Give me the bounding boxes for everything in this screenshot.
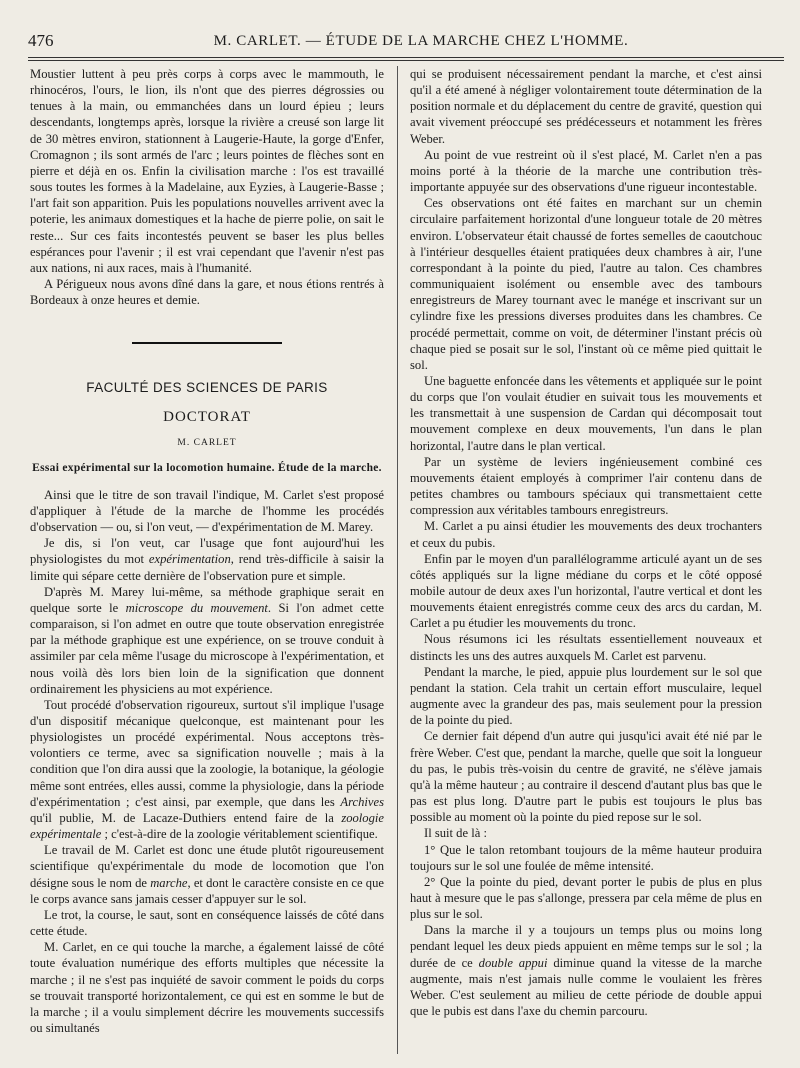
header-rule-top (28, 57, 784, 58)
paragraph: Par un système de leviers ingénieusement combiné ces mouvements étaient employés à comprimer l'air contenu dans de petites chambres ou tambours spéciaux qui transmettaient cette compression aux véritables tambours enregistreurs. (410, 454, 762, 518)
faculty-heading: FACULTÉ DES SCIENCES DE PARIS (86, 380, 328, 396)
right-column (410, 66, 762, 1056)
doctorat-heading: DOCTORAT (163, 408, 251, 425)
section-separator (132, 342, 282, 344)
paragraph: Le travail de M. Carlet est donc une étude plutôt rigoureusement scientifique qu'expérimentale du mode de locomotion que l'on désigne sous le nom de marche, et dont le caractère consiste en ce que le corps avance sans jamais cesser d'appuyer sur le sol. (30, 843, 384, 906)
emphasis: expérimentation (148, 552, 231, 567)
author-name: M. CARLET (177, 437, 237, 448)
paragraph: Pendant la marche, le pied, appuie plus lourdement sur le sol que pendant la station. Cela trahit un certain effort musculaire, lequel augmente avec la grandeur des pas, mais seulement pour la pression de la pointe du pied. (410, 664, 762, 728)
paragraph: Moustier luttent à peu près corps à corps avec le mammouth, le rhinocéros, l'ours, le lion, ils n'ont que des pierres dégrossies ou tenues à la main, ou emmanchées dans un lourd épieu ; leurs descendants, longtemps après, lorsque la rivière a creusé son large lit de 30 mètres environ, stationnent à Laugerie-Haute, la gorge d'Enfer, Cromagnon ; ils sont armés de l'arc ; leurs pointes de flèches sont en pierre et déjà en os. Enfin la civilisation marche : l'os est travaillé sous toutes les formes à la Madelaine, aux Eyzies, à Laugerie-Basse ; l'art fait son apparition. Puis les populations nouvelles arrivent avec la poterie, les animaux domestiques et la hache de pierre polie, on sait le reste... Sur ces faits incontestés peuvent se baser les plus belles espérances pour l'avenir ; il est vrai cependant que l'avenir n'est pas aux nations, ni aux races, mais à l'humanité. (30, 67, 384, 275)
emphasis: Archives (340, 794, 384, 809)
emphasis: double appui (478, 955, 548, 970)
list-item: 2° Que la pointe du pied, devant porter le pubis de plus en plus haut à mesure que le pas s'allonge, pressera par cela même de plus en plus sur le sol. (410, 874, 762, 922)
page-number: 476 (28, 31, 54, 50)
paragraph: Ces observations ont été faites en marchant sur un chemin circulaire parfaitement horizontal d'une longueur totale de 20 mètres environ. L'observateur était chaussé de fortes semelles de caoutchouc à l'intérieur desquelles étaient pratiquées deux chambres à air, l'une correspondant à la pointe du pied, l'autre au talon. Ces chambres communiquaient isolément ou ensemble avec des tambours enregistreurs de Marey tournant avec le manége et inscrivant sur un cylindre fixe les pressions diverses produites dans les chambres. Ce procédé permettait, comme on voit, de déterminer l'instant précis où chaque pied se posait sur le sol, l'instant où ce même pied quittait le sol. (410, 196, 762, 372)
emphasis: zoologie expérimentale (30, 810, 384, 842)
paragraph: qui se produisent nécessairement pendant la marche, et c'est ainsi qu'il a été amené à négliger volontairement toute détermination de la position normale et du déplacement du centre de gravité, question qui avait vivement préoccupé ses prédécesseurs et notamment les frères Weber. (410, 67, 762, 146)
paragraph: Je dis, si l'on veut, car l'usage que font aujourd'hui les physiologistes du mot expérimentation, rend très-difficile à saisir la limite qui sépare cette dernière de l'observation pure et simple. (30, 536, 384, 583)
paragraph: Au point de vue restreint où il s'est placé, M. Carlet n'en a pas moins porté à la théorie de la marche une contribution très-importante appuyée sur des observations d'une rigueur incontestable. (410, 147, 762, 195)
column-divider (397, 66, 398, 1054)
paragraph: A Périgueux nous avons dîné dans la gare, et nous étions rentrés à Bordeaux à onze heures et demie. (30, 277, 384, 308)
emphasis: marche (150, 875, 188, 890)
paragraph: D'après M. Marey lui-même, sa méthode graphique serait en quelque sorte le microscope du mouvement. Si l'on admet cette comparaison, si l'on admet en outre que toute observation enregistrée par la méthode graphique est une expérience, on se trouve conduit à assimiler par cela même l'usage du microscope à l'expérimentation, et nous voilà dès lors bien loin de la signification que donnent ordinairement les physiciens au mot expérience. (30, 584, 384, 696)
running-title: M. CARLET. — ÉTUDE DE LA MARCHE CHEZ L'HOMME. (213, 32, 629, 49)
page-header (28, 30, 784, 52)
paragraph: M. Carlet, en ce qui touche la marche, a également laissé de côté toute évaluation numérique des efforts multiples que nécessite la marche ; il ne s'est pas inquiété de savoir comment le poids du corps se trouvait transporté horizontalement, ce qui est en somme le but de la marche ; il a voulu simplement décrire les mouvements successifs ou simultanés (30, 940, 384, 1035)
paragraph: Ce dernier fait dépend d'un autre qui jusqu'ici avait été nié par le frère Weber. C'est que, pendant la marche, quelle que soit la longueur du pas, le pubis très-voisin du centre de gravité, ne s'élève jamais qu'à la même hauteur ; au contraire il descend d'autant plus bas que le pas est plus long. D'autre part le pubis est toujours le plus bas possible au moment où la pointe du pied repose sur le sol. (410, 729, 762, 825)
emphasis: microscope du mouvement (125, 600, 268, 615)
paragraph: Dans la marche il y a toujours un temps plus ou moins long pendant lequel les deux pieds appuient en même temps sur le sol ; la durée de ce double appui diminue quand la vitesse de la marche augmente, mais n'est jamais nulle comme le voulaient les frères Weber. C'est seulement au milieu de cette période de double appui que le pubis est dans l'axe du chemin parcouru. (410, 923, 762, 1019)
paragraph: Ainsi que le titre de son travail l'indique, M. Carlet s'est proposé d'appliquer à l'étude de la marche de l'homme les procédés d'observation — ou, si l'on veut, — d'expérimentation de M. Marey. (30, 487, 384, 535)
paragraph: Il suit de là : (424, 826, 487, 841)
paragraph: Le trot, la course, le saut, sont en conséquence laissés de côté dans cette étude. (30, 907, 384, 939)
paragraph: M. Carlet a pu ainsi étudier les mouvements des deux trochanters et ceux du pubis. (410, 519, 762, 550)
header-rule-bottom (28, 60, 784, 61)
left-column (30, 66, 384, 1056)
paragraph: Une baguette enfoncée dans les vêtements et appliquée sur le point du corps que l'on voulait étudier en suivait tous les mouvements et les transmettait à une suspension de Cardan qui décomposait tout mouvement complexe en deux mouvements, l'un dans le plan horizontal, l'autre dans le plan vertical. (410, 373, 762, 453)
paragraph: Enfin par le moyen d'un parallélogramme articulé ayant un de ses côtés appliqués sur la ligne médiane du corps et le côté opposé mobile autour de deux axes l'un horizontal, l'autre vertical et dont les mouvements étaient enregistrés comme ceux des arcs du cardan, M. Carlet a pu étudier les mouvements du tronc. (410, 551, 762, 631)
list-item: 1° Que le talon retombant toujours de la même hauteur produira toujours sur le sol une foulée de même intensité. (410, 842, 762, 873)
paragraph: Tout procédé d'observation rigoureux, surtout s'il implique l'usage d'un dispositif mécanique quelconque, est maintenant pour les physiologistes un procédé expérimental. Nous acceptons très-volontiers ce terme, avec sa signification nouvelle ; mais à la condition que l'on dira aussi que la zoologie, la botanique, la géologie même sont entrées, elles aussi, comme la physiologie, dans la période d'expérimentation ; c'est ainsi, par exemple, que dans les Archives qu'il publie, M. de Lacaze-Duthiers entend faire de la zoologie expérimentale ; c'est-à-dire de la zoologie véritablement scientifique. (30, 697, 384, 842)
paragraph: Nous résumons ici les résultats essentiellement nouveaux et distincts les uns des autres auxquels M. Carlet est parvenu. (410, 632, 762, 663)
thesis-title: Essai expérimental sur la locomotion humaine. Étude de la marche. (32, 461, 382, 474)
